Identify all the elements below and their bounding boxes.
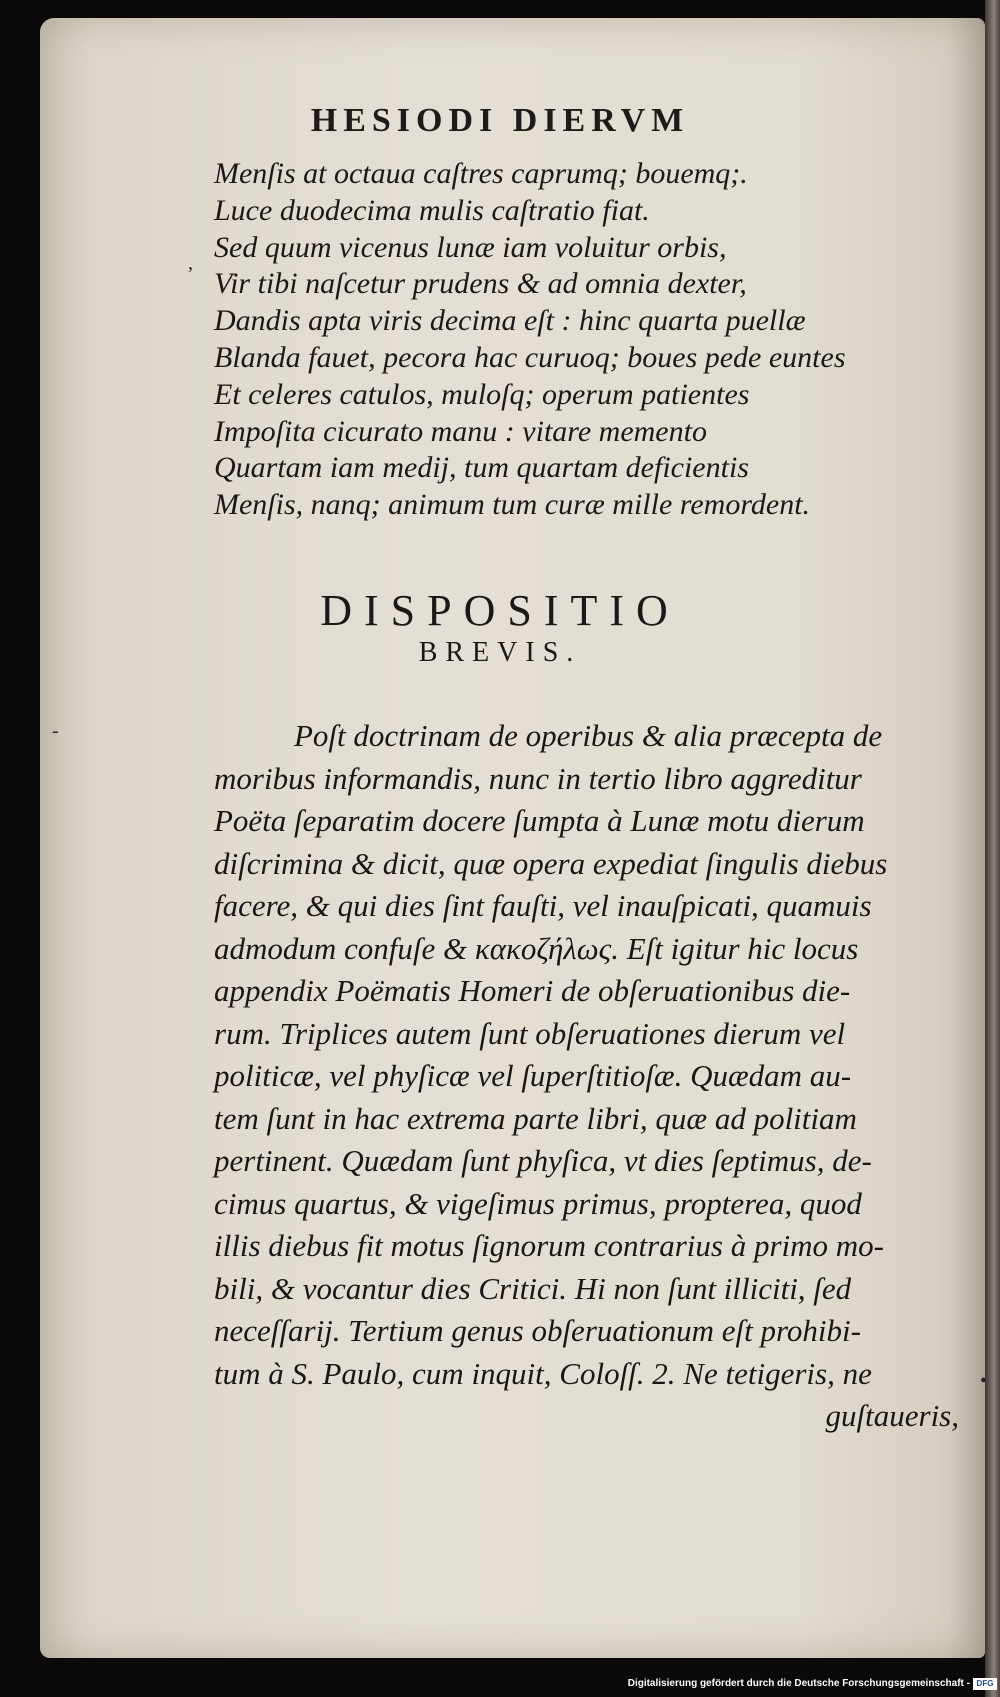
digitization-credit: Digitalisierung gefördert durch die Deutsche Forschungsgemeinschaft - xyxy=(627,1678,970,1689)
catchword: guſtaueris, xyxy=(825,1398,959,1433)
prose-line: Poëta ſeparatim docere ſumpta à Lunæ motu dierum xyxy=(214,803,865,838)
prose-line: illis diebus fit motus ſignorum contrarius à primo mo- xyxy=(214,1228,884,1263)
book-edge xyxy=(985,0,1000,1697)
verse-line: Blanda fauet, pecora hac curuoq; boues pede euntes xyxy=(214,340,846,374)
prose-line: diſcrimina & dicit, quæ opera expediat ſingulis diebus xyxy=(214,845,888,881)
prose-line: admodum confuſe & κακοζήλως. Eſt igitur hic locus xyxy=(214,930,859,966)
prose-line: bili, & vocantur dies Critici. Hi non ſunt illiciti, ſed xyxy=(214,1270,852,1306)
verse-line: Dandis apta viris decima eſt : hinc quarta puellæ xyxy=(214,304,806,338)
verse-line: Et celeres catulos, muloſq; operum patientes xyxy=(214,377,750,411)
verse-line: Menſis at octaua caſtres caprumq; bouemq;. xyxy=(214,157,748,190)
verse-block xyxy=(214,156,954,524)
prose-line: tum à S. Paulo, cum inquit, Coloſſ. 2. Ne tetigeris, ne xyxy=(214,1355,872,1391)
prose-line: cimus quartus, & vigeſimus primus, propterea, quod xyxy=(214,1185,862,1221)
prose-line: appendix Poëmatis Homeri de obſeruationibus die- xyxy=(214,973,851,1008)
verse-line: Quartam iam medij, tum quartam deficientis xyxy=(214,451,749,485)
prose-block xyxy=(214,715,964,1438)
margin-mark: , xyxy=(188,252,193,274)
verse-line: Menſis, nanq; animum tum curæ mille remordent. xyxy=(214,488,811,522)
margin-mark: - xyxy=(52,720,59,742)
prose-line: pertinent. Quædam ſunt phyſica, vt dies ſeptimus, de- xyxy=(214,1143,872,1178)
prose-line: politicæ, vel phyſicæ vel ſuperſtitioſæ. Quædam au- xyxy=(214,1058,852,1093)
prose-line: facere, & qui dies ſint fauſti, vel inauſpicati, quamuis xyxy=(214,888,872,923)
dfg-logo: DFG xyxy=(973,1678,997,1690)
prose-line: neceſſarij. Tertium genus obſeruationum eſt prohibi- xyxy=(214,1313,861,1348)
prose-line: moribus informandis, nunc in tertio libro aggreditur xyxy=(214,760,862,796)
verse-line: Vir tibi naſcetur prudens & ad omnia dexter, xyxy=(214,267,747,301)
running-head: HESIODI DIERVM xyxy=(310,102,690,139)
prose-line: Poſt doctrinam de operibus & alia præcepta de xyxy=(294,718,883,753)
verse-line: Luce duodecima mulis caſtratio fiat. xyxy=(214,193,650,227)
prose-line: tem ſunt in hac extrema parte libri, quæ ad politiam xyxy=(214,1100,857,1136)
prose-line: rum. Triplices autem ſunt obſeruationes dierum vel xyxy=(214,1015,846,1051)
section-subtitle: BREVIS. xyxy=(418,637,582,668)
section-title: DISPOSITIO xyxy=(320,586,680,635)
verse-line: Impoſita cicurato manu : vitare memento xyxy=(214,414,707,448)
verse-line: Sed quum vicenus lunæ iam voluitur orbis, xyxy=(214,230,727,264)
margin-mark: • xyxy=(980,1370,988,1392)
